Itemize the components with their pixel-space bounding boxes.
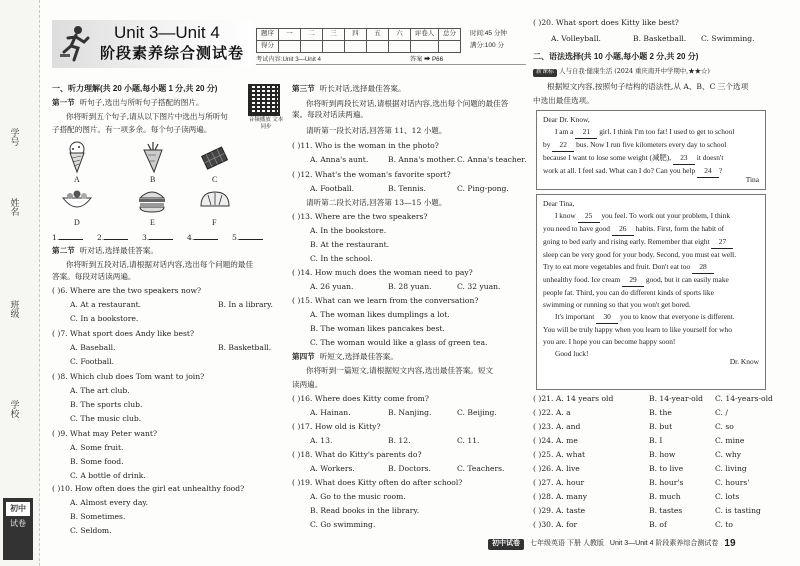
option-c[interactable]: C. Ping-pong.	[457, 184, 509, 193]
option-c[interactable]: C. 11.	[457, 436, 480, 445]
score-cell[interactable]	[439, 41, 461, 53]
grammar-blank-28[interactable]: 28	[692, 261, 714, 274]
school-label: 学校	[9, 400, 20, 418]
question-20: ( )20. What sport does Kitty like best?	[533, 18, 679, 27]
score-header-cell: 三	[323, 29, 345, 41]
name-label: 姓名	[9, 198, 20, 216]
part-title: 第四节	[292, 352, 315, 361]
grammar-choices	[533, 394, 773, 534]
student-number-label: 学号	[9, 128, 20, 146]
instruction-line: 你将听到一篇短文,请根据短文内容,选出最佳答案。短文	[306, 366, 494, 375]
option-c[interactable]: C. In the school.	[310, 254, 373, 263]
option-a[interactable]: A. 13.	[310, 436, 333, 445]
grammar-blank-29[interactable]: 29	[622, 274, 644, 287]
score-header-cell: 一	[279, 29, 301, 41]
score-row-label: 得分	[257, 41, 279, 53]
column-middle	[292, 84, 527, 534]
choice-26[interactable]: ( )26. A. live	[533, 464, 580, 473]
instruction-line: 子搭配的图片。有一项多余。每个句子读两遍。	[52, 124, 212, 134]
option-b[interactable]: B. Tennis.	[388, 184, 426, 193]
option-b[interactable]: B. tastes	[649, 506, 683, 515]
question-13: ( )13. Where are the two speakers?	[292, 212, 428, 221]
page-title: Unit 3—Unit 4	[114, 23, 220, 42]
option-b[interactable]: B. Basketball.	[633, 34, 687, 43]
picture-label: B	[150, 175, 156, 184]
option-c[interactable]: C. The woman would like a glass of green tea.	[310, 338, 488, 347]
option-c[interactable]: C. 32 yuan.	[457, 282, 501, 291]
option-b[interactable]: B. At the restaurant.	[310, 240, 390, 249]
question-16: ( )16. Where does Kitty come from?	[292, 394, 429, 403]
option-c[interactable]: C. is tasting	[715, 506, 761, 515]
option-a[interactable]: A. Hainan.	[310, 408, 351, 417]
picture-label: D	[74, 218, 80, 227]
part-desc: 听长对话,选择最佳答案。	[319, 84, 406, 93]
part-title: 第一节	[52, 98, 75, 108]
option-b[interactable]: B. Some food.	[70, 457, 124, 466]
option-b[interactable]: B. Sometimes.	[70, 512, 126, 521]
part-desc: 听对话,选择最佳答案。	[79, 246, 158, 255]
choice-25[interactable]: ( )25. A. what	[533, 450, 586, 459]
instruction-line: 答案。每段对话读两遍。	[52, 272, 136, 282]
option-b[interactable]: B. the	[649, 408, 672, 417]
salad-icon	[60, 186, 94, 214]
score-cell[interactable]	[345, 41, 367, 53]
column-left	[52, 84, 282, 134]
option-a[interactable]: A. The woman likes dumplings a lot.	[310, 310, 450, 319]
option-c[interactable]: C. why	[715, 450, 742, 459]
option-c[interactable]: C. A bottle of drink.	[70, 471, 146, 480]
picture-label: F	[212, 218, 217, 227]
bread-icon	[198, 186, 232, 214]
option-c[interactable]: C. so	[715, 422, 734, 431]
grammar-blank-24[interactable]: 24	[697, 165, 719, 178]
footer-unit: Unit 3—Unit 4 阶段素养综合测试卷	[609, 539, 719, 547]
option-c[interactable]: C. hours'	[715, 478, 750, 487]
option-a[interactable]: A. The art club.	[70, 386, 130, 395]
option-b[interactable]: B. much	[649, 492, 681, 501]
choice-22[interactable]: ( )22. A. a	[533, 408, 571, 417]
section-listening-title: 一、听力理解(共 20 小题,每小题 1 分,共 20 分)	[52, 84, 218, 93]
option-b[interactable]: B. Basketball.	[218, 343, 272, 352]
dialog-intro: 请听第二段长对话,回答第 13—15 小题。	[306, 198, 447, 207]
option-b[interactable]: B. but	[649, 422, 673, 431]
letter-signature: Tina	[745, 174, 759, 184]
column-right-top	[533, 18, 773, 118]
score-header-cell: 二	[301, 29, 323, 41]
option-c[interactable]: C. to	[715, 520, 733, 529]
option-c[interactable]: C. living	[715, 464, 747, 473]
option-b[interactable]: B. to live	[649, 464, 684, 473]
option-a[interactable]: A. 26 yuan.	[310, 282, 354, 291]
footer-course: 七年级英语 下册 人教版	[530, 539, 604, 547]
instruction-line: 你将听到五个句子,请从以下图片中选出与所听句	[66, 111, 228, 121]
option-b[interactable]: B. Nanjing.	[388, 408, 432, 417]
blank-2: 2.	[97, 233, 128, 243]
picture-label: E	[150, 218, 155, 227]
time-limit: 时间:45 分钟	[470, 30, 507, 37]
option-b[interactable]: B. Read books in the library.	[310, 506, 420, 515]
option-a[interactable]: A. Go to the music room.	[310, 492, 406, 501]
dialog-intro: 请听第一段长对话,回答第 11、12 小题。	[306, 126, 447, 135]
question-12: ( )12. What's the woman's favorite sport?	[292, 170, 451, 179]
score-cell[interactable]	[301, 41, 323, 53]
option-b[interactable]: B. I	[649, 436, 663, 445]
chocolate-icon	[200, 142, 230, 176]
option-b[interactable]: B. In a library.	[218, 300, 273, 309]
option-a[interactable]: A. In the bookstore.	[310, 226, 387, 235]
grammar-blank-22[interactable]: 22	[552, 139, 574, 152]
option-b[interactable]: B. 14-year-old	[649, 394, 704, 403]
binding-strip	[0, 0, 40, 566]
option-c[interactable]: C. Swimming.	[701, 34, 755, 43]
page-footer	[488, 538, 736, 551]
option-a[interactable]: A. Almost every day.	[70, 498, 149, 507]
option-c[interactable]: C. In a bookstore.	[70, 314, 139, 323]
option-c[interactable]: C. /	[715, 408, 728, 417]
option-a[interactable]: A. Anna's aunt.	[310, 155, 369, 164]
choice-21[interactable]: ( )21. A. 14 years old	[533, 394, 614, 403]
score-header-cell: 六	[389, 29, 411, 41]
score-cell[interactable]	[367, 41, 389, 53]
carrot-icon	[138, 140, 168, 174]
grammar-blank-27[interactable]: 27	[711, 236, 733, 249]
option-c[interactable]: C. The music club.	[70, 414, 142, 423]
curriculum-tag: 新课标	[533, 69, 557, 77]
question-14: ( )14. How much does the woman need to pay?	[292, 268, 473, 277]
instruction-line: 根据短文内容,按照句子结构的语法性,从 A、B、C 三个选项	[547, 82, 749, 91]
option-b[interactable]: B. Doctors.	[388, 464, 431, 473]
option-b[interactable]: B. of	[649, 520, 667, 529]
option-b[interactable]: B. Anna's mother.	[388, 155, 457, 164]
part-title: 第三节	[292, 84, 315, 93]
score-table	[256, 28, 461, 53]
option-a[interactable]: A. Workers.	[310, 464, 355, 473]
choice-23[interactable]: ( )23. A. and	[533, 422, 581, 431]
score-cell[interactable]	[389, 41, 411, 53]
instruction-line: 你将听到五段对话,请根据对话内容,选出每个问题的最佳	[66, 259, 254, 269]
score-header-cell: 评卷人	[411, 29, 439, 41]
question-15: ( )15. What can we learn from the conversation?	[292, 296, 479, 305]
option-c[interactable]: C. Seldom.	[70, 526, 112, 535]
grammar-blank-26[interactable]: 26	[612, 223, 634, 236]
option-c[interactable]: C. lots	[715, 492, 740, 501]
blank-4: 4.	[187, 233, 218, 243]
choice-28[interactable]: ( )28. A. many	[533, 492, 588, 501]
question-19: ( )19. What does Kitty often do after school?	[292, 478, 463, 487]
option-c[interactable]: C. Football.	[70, 357, 115, 366]
option-b[interactable]: B. how	[649, 450, 676, 459]
score-cell[interactable]	[411, 41, 439, 53]
letter-greeting: Dear Tina,	[543, 199, 575, 208]
choice-29[interactable]: ( )29. A. taste	[533, 506, 586, 515]
option-c[interactable]: C. Anna's teacher.	[457, 155, 527, 164]
blank-5: 5.	[232, 233, 263, 243]
question-8: ( )8. Which club does Tom want to join?	[52, 372, 205, 381]
part-desc: 听句子,选出与所听句子搭配的图片。	[79, 98, 204, 108]
choice-30[interactable]: ( )30. A. for	[533, 520, 578, 529]
instruction-line: 读两遍。	[292, 380, 323, 389]
brand-logo: 初中 试卷	[3, 498, 33, 560]
question-9: ( )9. What may Peter want?	[52, 429, 158, 438]
class-label: 班级	[9, 300, 20, 318]
grammar-blank-21[interactable]: 21	[575, 126, 597, 139]
instruction-line: 中选出最佳选项。	[533, 96, 594, 105]
full-score: 满分:100 分	[470, 42, 504, 49]
letter-from-tina: Dear Dr. Know, I am a 21 girl. I think I'm too fat! I used to get to school by 22 bus. Now I run five kilometers every day to school because I want to lose some weight (减肥), 23 it doesn't work at all. I feel sad. What can I do? Can you help 24 ? Tina	[536, 110, 766, 190]
score-header-cell: 四	[345, 29, 367, 41]
score-header-cell: 题序	[257, 29, 279, 41]
option-a[interactable]: A. Some fruit.	[70, 443, 124, 452]
option-b[interactable]: B. hour's	[649, 478, 684, 487]
option-c[interactable]: C. Go swimming.	[310, 520, 376, 529]
blank-3: 3.	[142, 233, 173, 243]
option-a[interactable]: A. Baseball.	[70, 343, 116, 352]
score-cell[interactable]	[323, 41, 345, 53]
ice-cream-icon	[62, 140, 92, 174]
question-10: ( )10. How often does the girl eat unhealthy food?	[52, 484, 245, 493]
runner-icon	[58, 24, 92, 64]
option-b[interactable]: B. 28 yuan.	[388, 282, 432, 291]
option-a[interactable]: A. Volleyball.	[551, 34, 601, 43]
question-7: ( )7. What sport does Andy like best?	[52, 329, 195, 338]
option-b[interactable]: B. 12.	[388, 436, 411, 445]
grammar-blank-25[interactable]: 25	[578, 210, 600, 223]
tag-note: 人与自我·健康生活 (2024 重庆南开中学期中,★★☆)	[559, 67, 710, 75]
page-subtitle: 阶段素养综合测试卷	[100, 45, 245, 62]
letter-closing: Good luck!	[555, 348, 589, 358]
question-group-6-10	[52, 286, 284, 526]
question-17: ( )17. How old is Kitty?	[292, 422, 381, 431]
section-grammar-title: 二、语法选择(共 10 小题,每小题 2 分,共 20 分)	[533, 52, 699, 61]
option-a[interactable]: A. Football.	[310, 184, 355, 193]
exam-scope: 考试内容:Unit 3—Unit 4	[256, 56, 321, 63]
score-cell[interactable]	[279, 41, 301, 53]
instruction-line: 你将听到两段长对话,请根据对话内容,选出每个问题的最佳答案。每段对话读两遍。	[292, 99, 509, 120]
score-header-cell: 总分	[439, 29, 461, 41]
part-title: 第二节	[52, 246, 75, 255]
footer-brand: 初中试卷	[488, 539, 524, 550]
blank-1: 1.	[52, 233, 83, 243]
option-c[interactable]: C. 14-years-old	[715, 394, 773, 403]
grammar-blank-30[interactable]: 30	[596, 311, 618, 324]
question-11: ( )11. Who is the woman in the photo?	[292, 141, 439, 150]
choice-24[interactable]: ( )24. A. me	[533, 436, 578, 445]
qr-caption: 音频播放 文本同步	[248, 117, 284, 131]
burger-icon	[136, 186, 168, 214]
page-number: 19	[724, 538, 736, 549]
answer-page-ref: 答案 ➡ P66	[410, 56, 444, 63]
option-b[interactable]: B. The sports club.	[70, 400, 143, 409]
choice-27[interactable]: ( )27. A. hour	[533, 478, 585, 487]
option-c[interactable]: C. Teachers.	[457, 464, 505, 473]
option-a[interactable]: A. At a restaurant.	[70, 300, 142, 309]
letter-signature: Dr. Know	[729, 356, 759, 366]
title-banner	[52, 20, 252, 68]
score-header-cell: 五	[367, 29, 389, 41]
header-divider	[256, 64, 526, 65]
letter-greeting: Dear Dr. Know,	[543, 115, 590, 124]
part-desc: 听短文,选择最佳答案。	[319, 352, 398, 361]
picture-label: C	[212, 175, 218, 184]
option-b[interactable]: B. The woman likes pancakes best.	[310, 324, 445, 333]
letter-from-dr-know: Dear Tina, I know 25 you feel. To work out your problem, I think you need to have good 26 habits. First, form the habit of going to bed early and rising early. Remember that eight 27 sleep can be very good for your body. Second, you must eat well. Try to eat more vegetables and fruit. Don't eat too 28 unhealthy food. Ice cream 29 good, but it can easily make people fat. Third, you can do different kinds of sports like swimming or running so that you won't get bored. It's important 30 you to know that everyone is different. You will be truly happy when you learn to like yourself for who you are. I hope you can become happy soon! Good luck! Dr. Know	[536, 194, 766, 390]
question-6: ( )6. Where are the two speakers now?	[52, 286, 202, 295]
part2-block	[52, 246, 284, 282]
question-18: ( )18. What do Kitty's parents do?	[292, 450, 422, 459]
grammar-blank-23[interactable]: 23	[673, 152, 695, 165]
option-c[interactable]: C. mine	[715, 436, 745, 445]
option-c[interactable]: C. Beijing.	[457, 408, 497, 417]
picture-label: A	[74, 175, 80, 184]
